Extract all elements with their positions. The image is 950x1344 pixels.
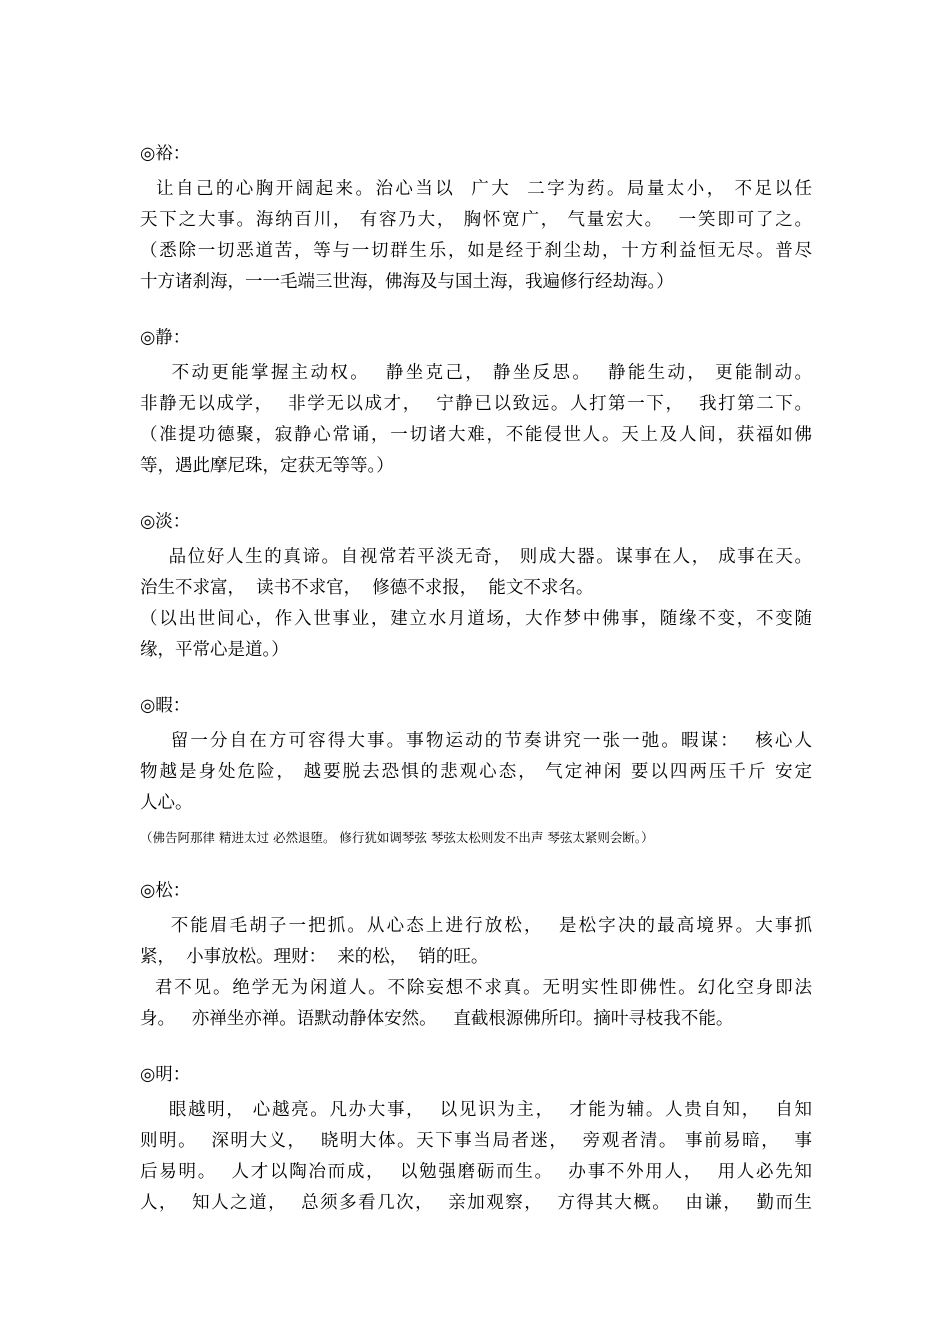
section-heading: ◎裕：: [140, 144, 191, 164]
text-line: 人， 知人之道， 总须多看几次， 亲加观察， 方得其大概。 由谦， 勤而生: [140, 1193, 812, 1213]
text-line: 物越是身处危险， 越要脱去恐惧的悲观心态， 气定神闲 要以四两压千斤 安定: [140, 762, 812, 782]
text-line: （准提功德聚，寂静心常诵，一切诸大难，不能侵世人。天上及人间，获福如佛: [140, 425, 812, 445]
small-note: （佛告阿那律 精进太过 必然退堕。 修行犹如调琴弦 琴弦太松则发不出声 琴弦太紧则会断。）: [140, 830, 654, 845]
text-line: （以出世间心，作入世事业，建立水月道场，大作梦中佛事，随缘不变，不变随: [140, 609, 812, 629]
section-heading: ◎明：: [140, 1065, 191, 1085]
text-line: 缘，平常心是道。）: [140, 640, 289, 660]
section-heading: ◎暇：: [140, 696, 191, 716]
section-heading: ◎松：: [140, 881, 191, 901]
text-line: 让自己的心胸开阔起来。治心当以 广大 二字为药。局量太小， 不足以任: [140, 179, 812, 199]
text-line: 非静无以成学， 非学无以成才， 宁静已以致远。人打第一下， 我打第二下。: [140, 394, 812, 414]
section-dan: [140, 508, 812, 666]
text-line: 身。 亦禅坐亦禅。语默动静体安然。 直截根源佛所印。摘叶寻枝我不能。: [140, 1009, 734, 1029]
section-xia: [140, 692, 812, 851]
text-line: 不动更能掌握主动权。 静坐克己， 静坐反思。 静能生动， 更能制动。: [140, 363, 812, 383]
text-line: 等，遇此摩尼珠，定获无等等。）: [140, 456, 394, 476]
text-line: 君不见。绝学无为闲道人。不除妄想不求真。无明实性即佛性。幻化空身即法: [140, 978, 812, 998]
document-page: [140, 140, 812, 1219]
section-heading: ◎淡：: [140, 512, 191, 532]
section-ming: [140, 1061, 812, 1219]
text-line: 眼越明， 心越亮。凡办大事， 以见识为主， 才能为辅。人贵自知， 自知: [140, 1100, 812, 1120]
text-line: 十方诸刹海，一一毛端三世海，佛海及与国土海，我遍修行经劫海。）: [140, 272, 674, 292]
text-line: 则明。 深明大义， 晓明大体。天下事当局者迷， 旁观者清。 事前易暗， 事: [140, 1131, 812, 1151]
text-line: 治生不求富， 读书不求官， 修德不求报， 能文不求名。: [140, 578, 594, 598]
text-line: 后易明。 人才以陶冶而成， 以勉强磨砺而生。 办事不外用人， 用人必先知: [140, 1162, 812, 1182]
text-line: 天下之大事。海纳百川， 有容乃大， 胸怀宽广， 气量宏大。 一笑即可了之。: [140, 210, 812, 230]
text-line: 不能眉毛胡子一把抓。从心态上进行放松， 是松字决的最高境界。大事抓: [140, 916, 812, 936]
section-jing: [140, 324, 812, 482]
section-yu: [140, 140, 812, 298]
text-line: 紧， 小事放松。理财： 来的松， 销的旺。: [140, 947, 489, 967]
section-song: [140, 877, 812, 1035]
text-line: （悉除一切恶道苦，等与一切群生乐，如是经于刹尘劫，十方利益恒无尽。普尽: [140, 241, 812, 261]
text-line: 品位好人生的真谛。自视常若平淡无奇， 则成大器。谋事在人， 成事在天。: [140, 547, 812, 567]
text-line: 人心。: [140, 793, 193, 813]
text-line: 留一分自在方可容得大事。事物运动的节奏讲究一张一弛。暇谋： 核心人: [140, 731, 812, 751]
section-heading: ◎静：: [140, 328, 191, 348]
